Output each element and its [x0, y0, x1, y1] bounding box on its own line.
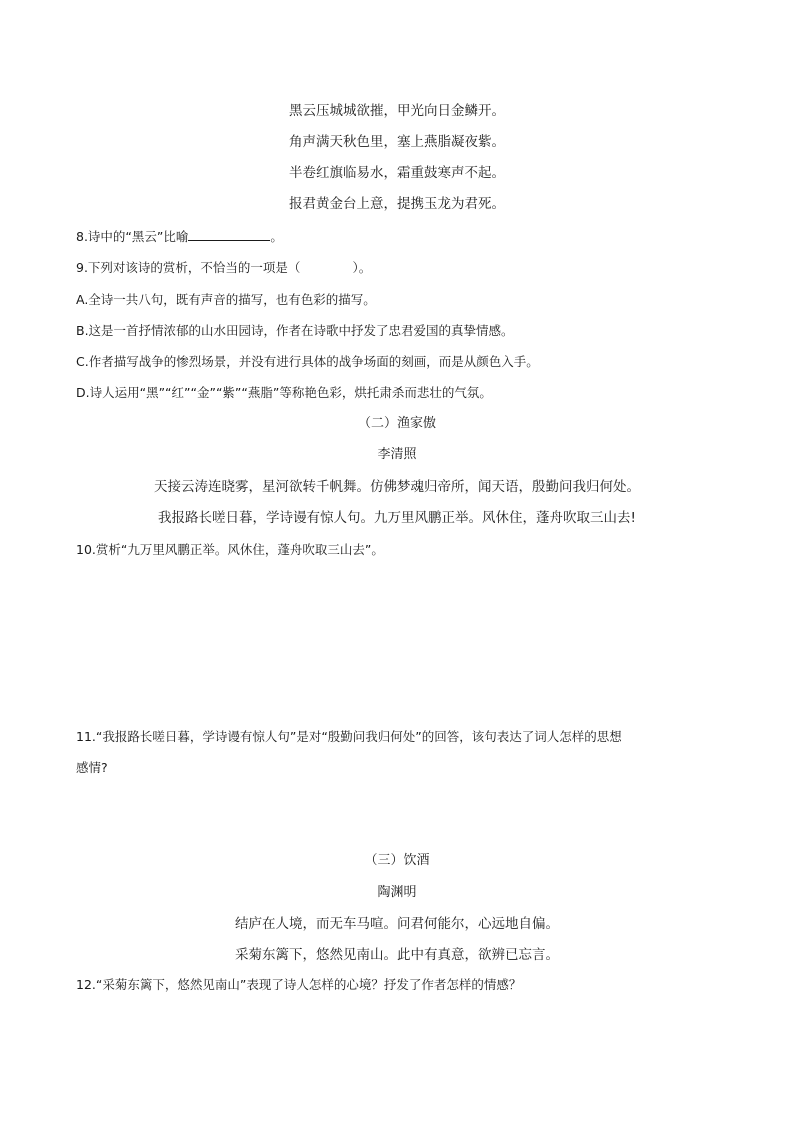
- poem2-title: （二）渔家傲: [357, 416, 436, 431]
- poem3-line-2: 采菊东篱下，悠然见南山。此中有真意，欲辨已忘言。: [235, 947, 559, 963]
- poem2-author: 李清照: [377, 447, 417, 462]
- option-a: A.全诗一共八句，既有声音的描写，也有色彩的描写。: [76, 292, 376, 307]
- poem2-line-2: 我报路长嗟日暮，学诗谩有惊人句。九万里风鹏正举。风休住，蓬舟吹取三山去!: [158, 510, 636, 526]
- option-b: B.这是一首抒情浓郁的山水田园诗，作者在诗歌中抒发了忠君爱国的真挚情感。: [76, 323, 514, 338]
- question-8-text: 8.诗中的“黑云”比喻: [76, 229, 189, 244]
- question-11-line-1: 11.“我报路长嗟日暮，学诗谩有惊人句”是对“殷勤问我归何处”的回答，该句表达了词人怎样的思想: [76, 729, 622, 744]
- question-11-line-2: 感情?: [76, 760, 108, 775]
- question-8: [76, 228, 283, 246]
- question-10: 10.赏析“九万里风鹏正举。风休住，蓬舟吹取三山去”。: [76, 542, 384, 557]
- question-9-stem-end: ）。: [352, 260, 372, 275]
- poem1-line-2: 角声满天秋色里，塞上燕脂凝夜紫。: [289, 134, 505, 150]
- poem3-author: 陶渊明: [377, 885, 417, 900]
- poem2-line-1: 天接云涛连晓雾，星河欲转千帆舞。仿佛梦魂归帝所，闻天语，殷勤问我归何处。: [154, 479, 640, 495]
- question-9: [76, 259, 371, 277]
- poem1-line-3: 半卷红旗临易水，霜重鼓寒声不起。: [289, 165, 505, 181]
- question-12: 12.“采菊东篱下，悠然见南山”表现了诗人怎样的心境？抒发了作者怎样的情感？: [76, 977, 522, 992]
- poem3-line-1: 结庐在人境，而无车马喧。问君何能尔，心远地自偏。: [235, 916, 559, 932]
- question-8-end: 。: [270, 229, 283, 244]
- option-c: C.作者描写战争的惨烈场景，并没有进行具体的战争场面的刻画，而是从颜色入手。: [76, 354, 539, 369]
- question-9-stem: 9.下列对该诗的赏析，不恰当的一项是（: [76, 260, 301, 275]
- poem1-line-4: 报君黄金台上意，提携玉龙为君死。: [289, 196, 505, 212]
- answer-blank[interactable]: [188, 228, 270, 241]
- poem1-line-1: 黑云压城城欲摧，甲光向日金鳞开。: [289, 103, 505, 119]
- poem3-title: （三）饮酒: [364, 853, 430, 868]
- option-d: D.诗人运用“黑”“红”“金”“紫”“燕脂”等称艳色彩，烘托肃杀而悲壮的气氛。: [76, 385, 492, 400]
